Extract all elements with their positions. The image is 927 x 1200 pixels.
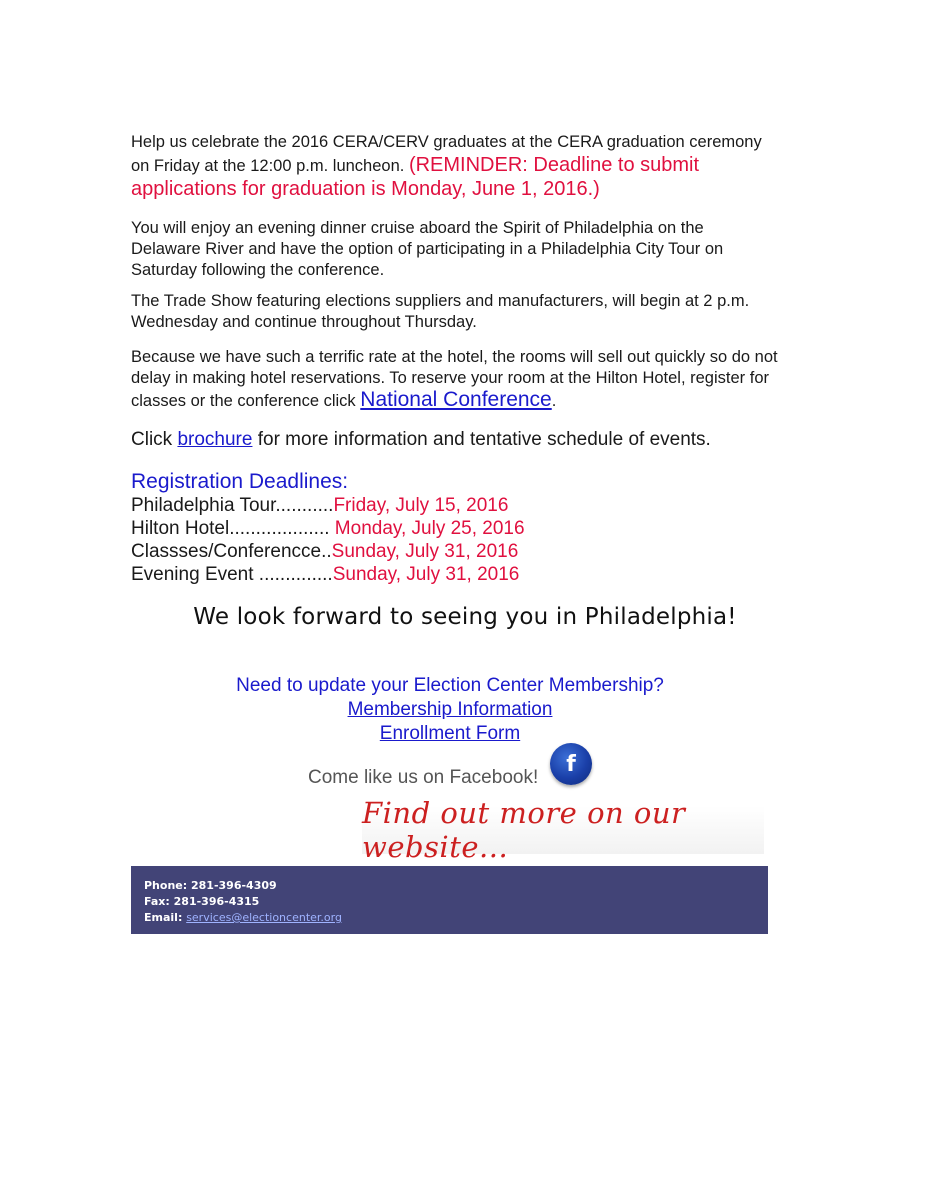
closing-message: We look forward to seeing you in Philadelphia! <box>193 604 737 630</box>
deadline-label: Classses/Conferencce.. <box>131 541 332 562</box>
trade-show-paragraph: The Trade Show featuring elections suppliers and manufacturers, will begin at 2 p.m. Wednesday and continue throughout Thursday. <box>131 292 750 331</box>
email-label: Email: <box>144 911 183 924</box>
deadlines-heading: Registration Deadlines: <box>131 470 349 493</box>
enrollment-form-link[interactable]: Enrollment Form <box>379 723 521 744</box>
intro-paragraph <box>131 132 771 201</box>
brochure-after: for more information and tentative schedule of events. <box>257 429 711 450</box>
national-conference-link[interactable]: National Conference <box>360 388 552 411</box>
facebook-text: Come like us on Facebook! <box>308 767 539 788</box>
deadline-date: Monday, July 25, 2016 <box>329 518 525 539</box>
email-link[interactable]: services@electioncenter.org <box>186 911 342 924</box>
deadline-row <box>131 540 631 563</box>
fax-line <box>144 894 342 910</box>
website-banner-text: Find out more on our website... <box>362 796 686 864</box>
cruise-paragraph: You will enjoy an evening dinner cruise aboard the Spirit of Philadelphia on the Delaware River and have the option of participating in a Philadelphia City Tour on Saturday following the conference. <box>131 219 724 279</box>
brochure-before: Click <box>131 429 173 450</box>
graduation-reminder: (REMINDER: Deadline to submit applications for graduation is Monday, June 1, 2016.) <box>131 154 700 200</box>
contact-footer <box>131 866 768 934</box>
fax-value: 281-396-4315 <box>173 895 260 908</box>
deadline-row <box>131 494 631 517</box>
membership-info-link[interactable]: Membership Information <box>347 699 553 720</box>
deadline-date: Sunday, July 31, 2016 <box>332 564 520 585</box>
deadline-date: Friday, July 15, 2016 <box>333 495 509 516</box>
intro-text: Help us celebrate the 2016 CERA/CERV graduates at the CERA graduation ceremony on Friday at the 12:00 p.m. luncheon. <box>131 133 762 175</box>
deadline-label: Philadelphia Tour........... <box>131 495 334 516</box>
email-line <box>144 910 342 926</box>
hotel-end: . <box>551 392 557 410</box>
registration-deadlines <box>131 469 631 586</box>
membership-block <box>180 674 720 746</box>
fax-label: Fax: <box>144 895 170 908</box>
hotel-paragraph <box>131 347 781 412</box>
phone-value: 281-396-4309 <box>190 879 277 892</box>
brochure-line <box>131 428 791 452</box>
phone-line <box>144 878 342 894</box>
hotel-text: Because we have such a terrific rate at the hotel, the rooms will sell out quickly so do not delay in making hotel reservations. To reserve your room at the Hilton Hotel, register for classes or the conference click <box>131 348 778 410</box>
deadline-date: Sunday, July 31, 2016 <box>331 541 519 562</box>
facebook-icon-letter: f <box>566 751 576 777</box>
deadline-label: Hilton Hotel................... <box>131 518 330 539</box>
website-banner[interactable] <box>362 796 764 864</box>
deadline-label: Evening Event .............. <box>131 564 333 585</box>
deadline-row <box>131 517 631 540</box>
deadline-row <box>131 563 631 586</box>
brochure-link[interactable]: brochure <box>177 429 253 450</box>
membership-question: Need to update your Election Center Membership? <box>236 675 664 696</box>
facebook-icon[interactable] <box>550 743 592 785</box>
phone-label: Phone: <box>144 879 188 892</box>
